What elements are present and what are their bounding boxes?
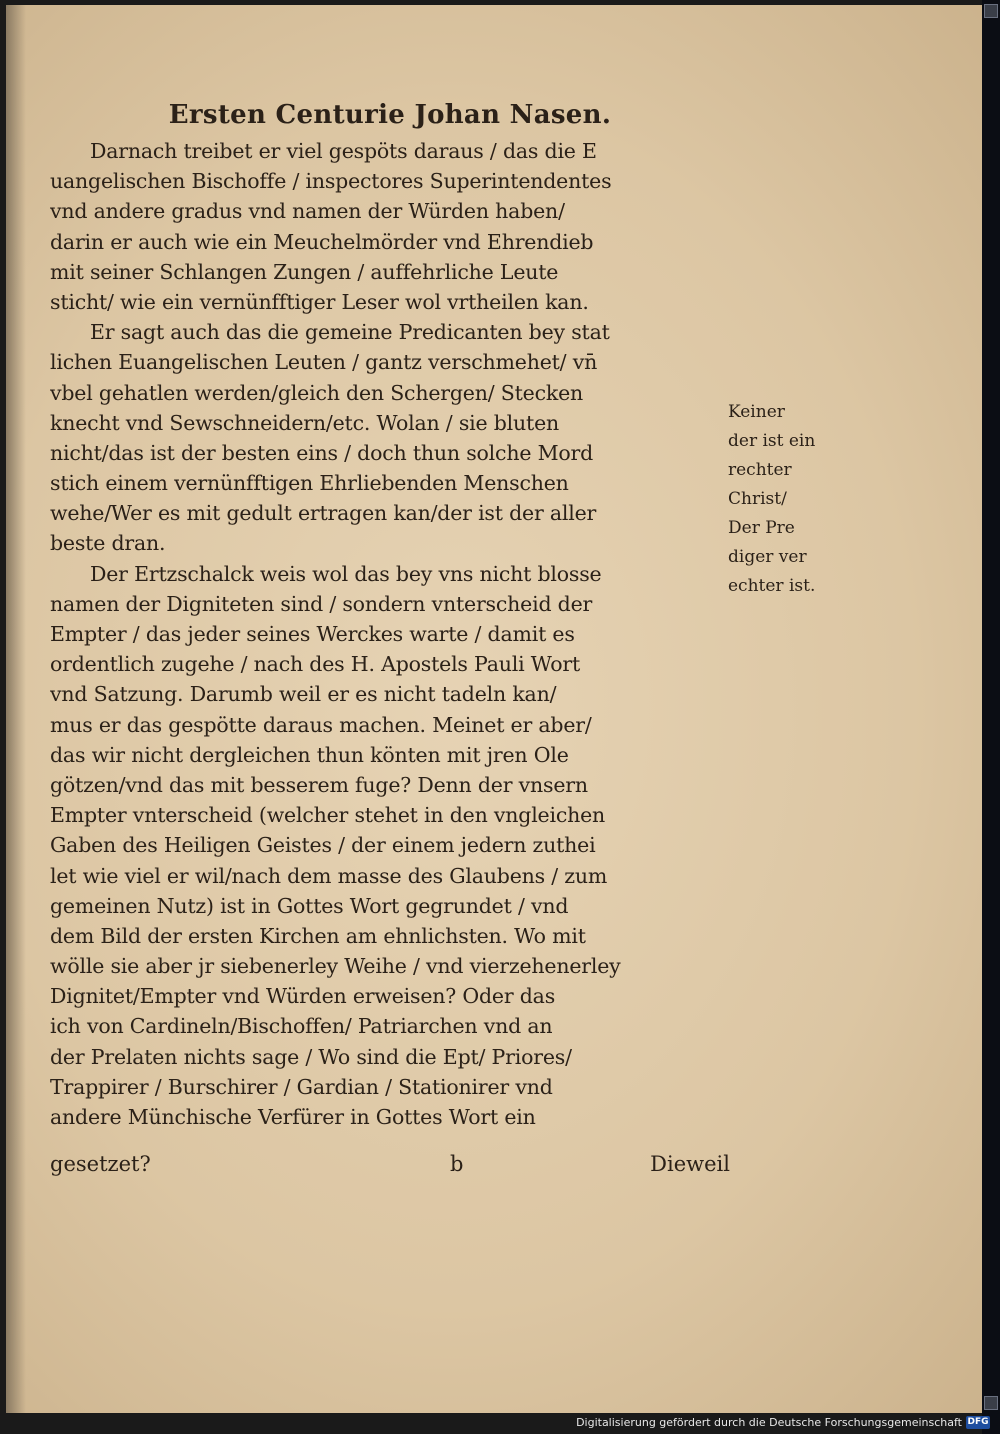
margin-note-line: echter ist. xyxy=(728,576,816,596)
text-line: Empter / das jeder seines Werckes warte / damit es xyxy=(50,622,575,646)
text-line: ich von Cardineln/Bischoffen/ Patriarchen vnd an xyxy=(50,1014,553,1039)
dfg-logo: DFG xyxy=(967,1417,989,1427)
scroll-down-button[interactable] xyxy=(984,1396,998,1410)
catchword: Dieweil xyxy=(650,1152,730,1176)
viewer-scroll-strip[interactable] xyxy=(982,0,1000,1434)
body-lines xyxy=(50,136,730,1132)
text-line: namen der Digniteten sind / sondern vnterscheid der xyxy=(50,591,593,616)
text-line: stich einem vernünfftigen Ehrliebenden Menschen xyxy=(50,471,569,496)
page-gutter-shadow xyxy=(6,5,26,1413)
margin-note-line: Keiner xyxy=(728,402,785,422)
text-line: darin er auch wie ein Meuchelmörder vnd Ehrendieb xyxy=(50,229,594,254)
text-line: das wir nicht dergleichen thun könten mit jren Ole xyxy=(50,742,569,767)
text-line: lichen Euangelischen Leuten / gantz verschmehet/ vn̄ xyxy=(50,350,598,375)
text-line: sticht/ wie ein vernünfftiger Leser wol vrtheilen kan. xyxy=(50,289,589,314)
text-line: wölle sie aber jr siebenerley Weihe / vnd vierzehenerley xyxy=(50,954,621,979)
margin-note-line: diger ver xyxy=(728,547,807,567)
text-line: Darnach treibet er viel gespöts daraus / das die E xyxy=(90,139,597,163)
text-line: Gaben des Heiligen Geistes / der einem jedern zuthei xyxy=(50,833,596,858)
text-line: mus er das gespötte daraus machen. Meinet er aber/ xyxy=(50,712,592,737)
text-line: Er sagt auch das die gemeine Predicanten bey stat xyxy=(90,320,610,345)
text-line: vnd Satzung. Darumb weil er es nicht tadeln kan/ xyxy=(50,682,557,707)
page-footer-row xyxy=(50,1152,730,1186)
text-line: Trappirer / Burschirer / Gardian / Stationirer vnd xyxy=(50,1074,553,1099)
margin-note-line: Der Pre xyxy=(728,518,795,538)
scroll-up-button[interactable] xyxy=(984,4,998,18)
last-line: gesetzet? xyxy=(50,1152,151,1176)
text-line: knecht vnd Sewschneidern/etc. Wolan / sie bluten xyxy=(50,410,560,435)
text-line: dem Bild der ersten Kirchen am ehnlichsten. Wo mit xyxy=(50,923,586,948)
text-line: beste dran. xyxy=(50,531,166,556)
signature-mark: b xyxy=(450,1152,464,1176)
text-line: götzen/vnd das mit besserem fuge? Denn der vnsern xyxy=(50,772,588,797)
text-line: Dignitet/Empter vnd Würden erweisen? Oder das xyxy=(50,984,556,1009)
text-line: Empter vnterscheid (welcher stehet in den vngleichen xyxy=(50,803,606,828)
margin-note-line: der ist ein xyxy=(728,431,816,451)
text-line: let wie viel er wil/nach dem masse des Glaubens / zum xyxy=(50,863,608,888)
text-line: mit seiner Schlangen Zungen / auffehrliche Leute xyxy=(50,259,559,284)
margin-note-line: Christ/ xyxy=(728,489,787,509)
text-line: vbel gehatlen werden/gleich den Schergen/ Stecken xyxy=(50,380,584,405)
text-line: ordentlich zugehe / nach des H. Apostels Pauli Wort xyxy=(50,652,581,677)
text-line: wehe/Wer es mit gedult ertragen kan/der ist der aller xyxy=(50,501,597,526)
text-line: uangelischen Bischoffe / inspectores Superintendentes xyxy=(50,169,612,194)
margin-note xyxy=(728,398,838,601)
margin-note-line: rechter xyxy=(728,460,792,480)
text-line: nicht/das ist der besten eins / doch thun solche Mord xyxy=(50,440,594,465)
text-line: gemeinen Nutz) ist in Gottes Wort gegrundet / vnd xyxy=(50,893,569,918)
text-line: Der Ertzschalck weis wol das bey vns nicht blosse xyxy=(90,561,602,586)
page-text-block xyxy=(50,100,730,1132)
running-header: Ersten Centurie Johan Nasen. xyxy=(168,100,612,130)
text-line: andere Münchische Verfürer in Gottes Wort ein xyxy=(50,1105,536,1129)
digitization-credit: Digitalisierung gefördert durch die Deutsche Forschungsgemeinschaft xyxy=(576,1416,962,1429)
text-line: vnd andere gradus vnd namen der Würden haben/ xyxy=(50,199,565,224)
text-line: der Prelaten nichts sage / Wo sind die Ept/ Priores/ xyxy=(50,1044,572,1069)
